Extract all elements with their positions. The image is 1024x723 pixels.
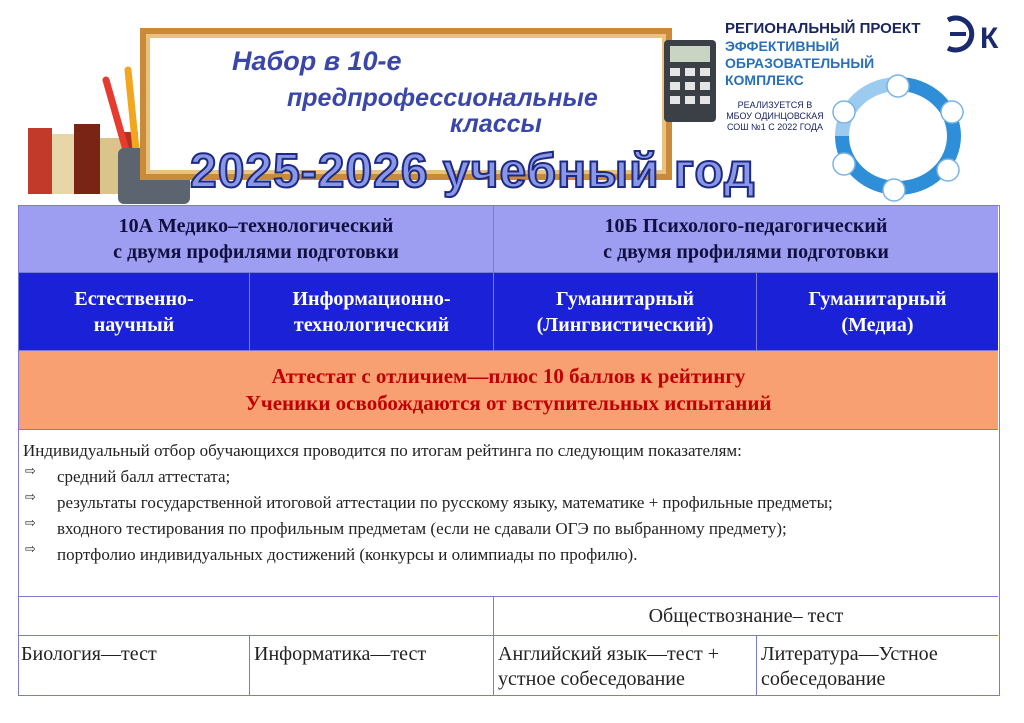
admission-table [18,205,1000,696]
selection-criteria [19,430,998,597]
project-cycle-diagram [808,72,988,202]
bonus-banner: Аттестат с отличием—плюс 10 баллов к рейтингу Ученики освобождаются от вступительных испытаний [19,350,998,430]
project-heading: РЕГИОНАЛЬНЫЙ ПРОЕКТ [725,20,921,37]
arrow-icon: ⇨ [25,464,36,479]
test-informatics: Информатика—тест [249,636,493,695]
profile-media: Гуманитарный (Медиа) [756,273,998,350]
calculator-icon [660,36,720,126]
selection-intro: Индивидуальный отбор обучающихся проводится по итогам рейтинга по следующим показателям: [23,441,742,460]
svg-text:К: К [980,22,999,54]
title-line-3: классы [450,110,542,138]
list-item: ⇨ средний балл аттестата; [25,464,231,486]
test-literature: Литература—Устное собеседование [756,636,998,695]
arrow-icon: ⇨ [25,542,36,557]
profile-linguistic: Гуманитарный (Лингвистический) [493,273,756,350]
profile-natural-science: Естественно- научный [19,273,249,350]
list-item: ⇨ портфолио индивидуальных достижений (конкурсы и олимпиады по профилю). [25,542,638,564]
arrow-icon: ⇨ [25,516,36,531]
title-line-1: Набор в 10-е [232,46,402,76]
profile-it: Информационно- технологический [249,273,493,350]
project-note: РЕАЛИЗУЕТСЯ В МБОУ ОДИНЦОВСКАЯ СОШ №1 С 2022 ГОДА [726,100,824,132]
test-english: Английский язык—тест + устное собеседование [493,636,756,695]
list-item: ⇨ результаты государственной итоговой аттестации по русскому языку, математике + профильные предметы; [25,490,833,512]
class-10a-cell: 10А Медико–технологический с двумя профилями подготовки [19,206,493,273]
project-name: ЭФФЕКТИВНЫЙ ОБРАЗОВАТЕЛЬНЫЙ КОМПЛЕКС [725,38,875,88]
test-biology: Биология—тест [21,643,157,665]
empty-cell [19,597,493,636]
list-item: ⇨ входного тестирования по профильным предметам (если не сдавали ОГЭ по выбранному предмету); [25,516,787,538]
class-10b-cell: 10Б Психолого-педагогический с двумя профилями подготовки [493,206,998,273]
title-line-2: предпрофессиональные [287,84,598,112]
social-studies-test: Обществознание– тест [493,597,998,636]
ek-logo-icon [940,14,1002,54]
arrow-icon: ⇨ [25,490,36,505]
school-year-title: 2025-2026 учебный год [190,145,756,198]
criteria-list [23,464,988,568]
